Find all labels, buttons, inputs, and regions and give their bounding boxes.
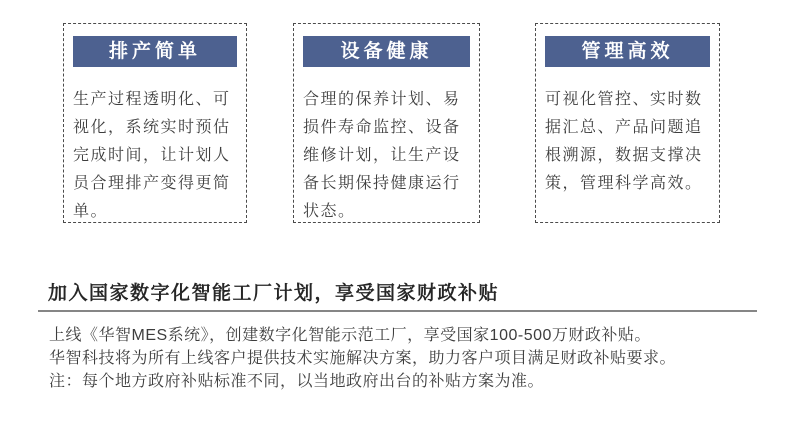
- card-body-equipment: 合理的保养计划、易损件寿命监控、设备维修计划，让生产设备长期保持健康运行状态。: [303, 91, 461, 220]
- card-body-scheduling: 生产过程透明化、可视化，系统实时预估完成时间，让计划人员合理排产变得更简单。: [73, 91, 231, 220]
- subsidy-line-2: 华智科技将为所有上线客户提供技术实施解决方案，助力客户项目满足财政补贴要求。: [49, 350, 677, 367]
- subsidy-line-1: 上线《华智MES系统》，创建数字化智能示范工厂，享受国家100-500万财政补贴。: [49, 327, 651, 344]
- subsidy-heading: 加入国家数字化智能工厂计划，享受国家财政补贴: [48, 283, 500, 304]
- feature-card-management: [535, 23, 720, 223]
- card-title-scheduling: 排产简单: [73, 36, 237, 67]
- heading-divider-line: [38, 310, 757, 312]
- card-title-management: 管理高效: [545, 36, 710, 67]
- feature-card-equipment: [293, 23, 480, 223]
- card-body-management: 可视化管控、实时数据汇总、产品问题追根溯源，数据支撑决策，管理科学高效。: [545, 91, 703, 192]
- subsidy-line-3: 注：每个地方政府补贴标准不同，以当地政府出台的补贴方案为准。: [49, 373, 545, 390]
- subsidy-paragraph: [49, 324, 676, 393]
- feature-card-scheduling: [63, 23, 247, 223]
- card-title-equipment: 设备健康: [303, 36, 470, 67]
